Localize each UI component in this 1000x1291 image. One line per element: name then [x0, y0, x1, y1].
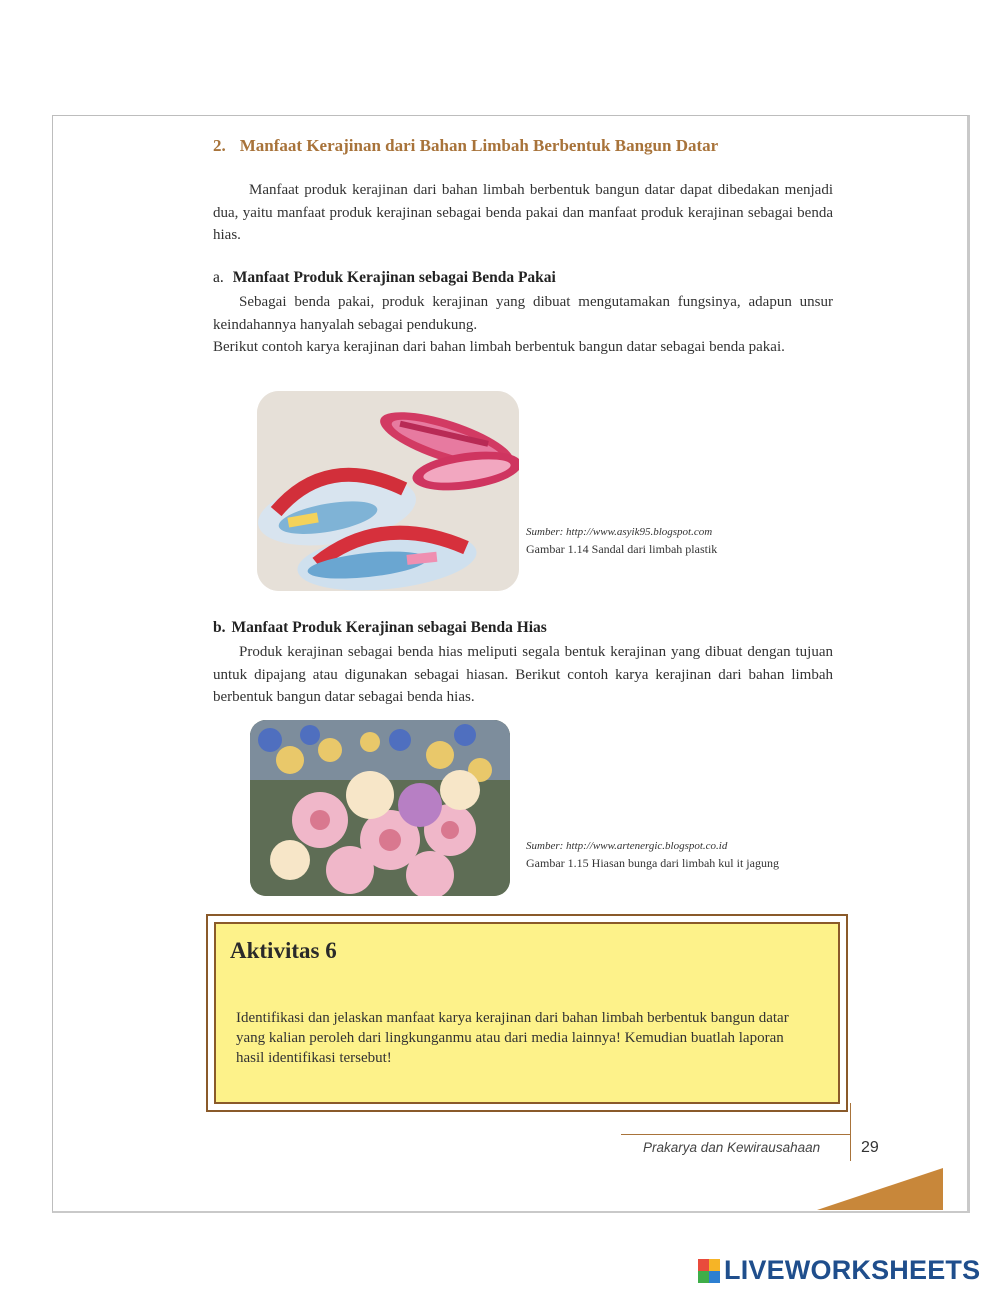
footer-book-title: Prakarya dan Kewirausahaan — [643, 1140, 821, 1155]
subheading-a — [213, 269, 556, 287]
intro-paragraph: Manfaat produk kerajinan dari bahan limbah berbentuk bangun datar dapat dibedakan menjadi dua, yaitu manfaat produk kerajinan sebagai benda pakai dan manfaat produk kerajinan sebagai benda hias. — [213, 182, 833, 243]
subheading-a-label: a. — [213, 269, 224, 286]
figure-1-15-source: Sumber: http://www.artenergic.blogspot.co.id — [526, 840, 728, 852]
subheading-a-title: Manfaat Produk Kerajinan sebagai Benda Pakai — [232, 269, 556, 286]
paragraph-benda-pakai-2: Berikut contoh karya kerajinan dari bahan limbah berbentuk bangun datar sebagai benda pakai. — [213, 339, 785, 355]
figure-1-14-source: Sumber: http://www.asyik95.blogspot.com — [526, 526, 713, 538]
subheading-b-title: Manfaat Produk Kerajinan sebagai Benda Hias — [231, 619, 547, 636]
paragraph-benda-pakai-1: Sebagai benda pakai, produk kerajinan yang dibuat mengutamakan fungsinya, adapun unsur keindahannya hanyalah sebagai pendukung. — [213, 294, 833, 333]
figure-1-15-caption — [526, 838, 779, 872]
sandal-illustration — [257, 391, 519, 591]
page-number: 29 — [861, 1139, 879, 1156]
brand-name: LIVEWORKSHEETS — [724, 1255, 981, 1285]
section-number: 2. — [213, 136, 226, 155]
liveworksheets-brand[interactable] — [698, 1255, 980, 1286]
figure-1-14-title: Gambar 1.14 Sandal dari limbah plastik — [526, 542, 718, 556]
corner-accent — [817, 1168, 943, 1210]
activity-instructions: Identifikasi dan jelaskan manfaat karya kerajinan dari bahan limbah berbentuk bangun datar yang kalian peroleh dari lingkunganmu atau dari media lainnya! Kemudian buatlah laporan hasil identifikasi tersebut! — [236, 1010, 789, 1066]
activity-box — [206, 914, 848, 1112]
book-page — [52, 115, 970, 1213]
paragraph-benda-pakai — [213, 291, 833, 359]
flower-photo — [250, 720, 510, 896]
sandal-photo — [257, 391, 519, 591]
footer-divider — [621, 1134, 851, 1135]
activity-title: Aktivitas 6 — [230, 938, 337, 963]
footer-vertical-divider — [850, 1103, 851, 1161]
flower-illustration — [250, 720, 510, 896]
subheading-b — [213, 619, 547, 637]
figure-1-15-title: Gambar 1.15 Hiasan bunga dari limbah kul it jagung — [526, 856, 779, 870]
liveworksheets-logo-icon — [698, 1259, 720, 1283]
paragraph-benda-hias: Produk kerajinan sebagai benda hias meliputi segala bentuk kerajinan yang dibuat dengan tujuan untuk dipajang atau digunakan sebagai hiasan. Berikut contoh karya kerajinan dari bahan limbah berbentuk bangun datar sebagai benda hias. — [213, 644, 833, 705]
subheading-b-label: b. — [213, 619, 226, 636]
figure-1-14-caption — [526, 524, 717, 558]
activity-panel — [214, 922, 840, 1104]
section-title: Manfaat Kerajinan dari Bahan Limbah Berbentuk Bangun Datar — [239, 136, 719, 155]
section-heading — [213, 136, 718, 156]
